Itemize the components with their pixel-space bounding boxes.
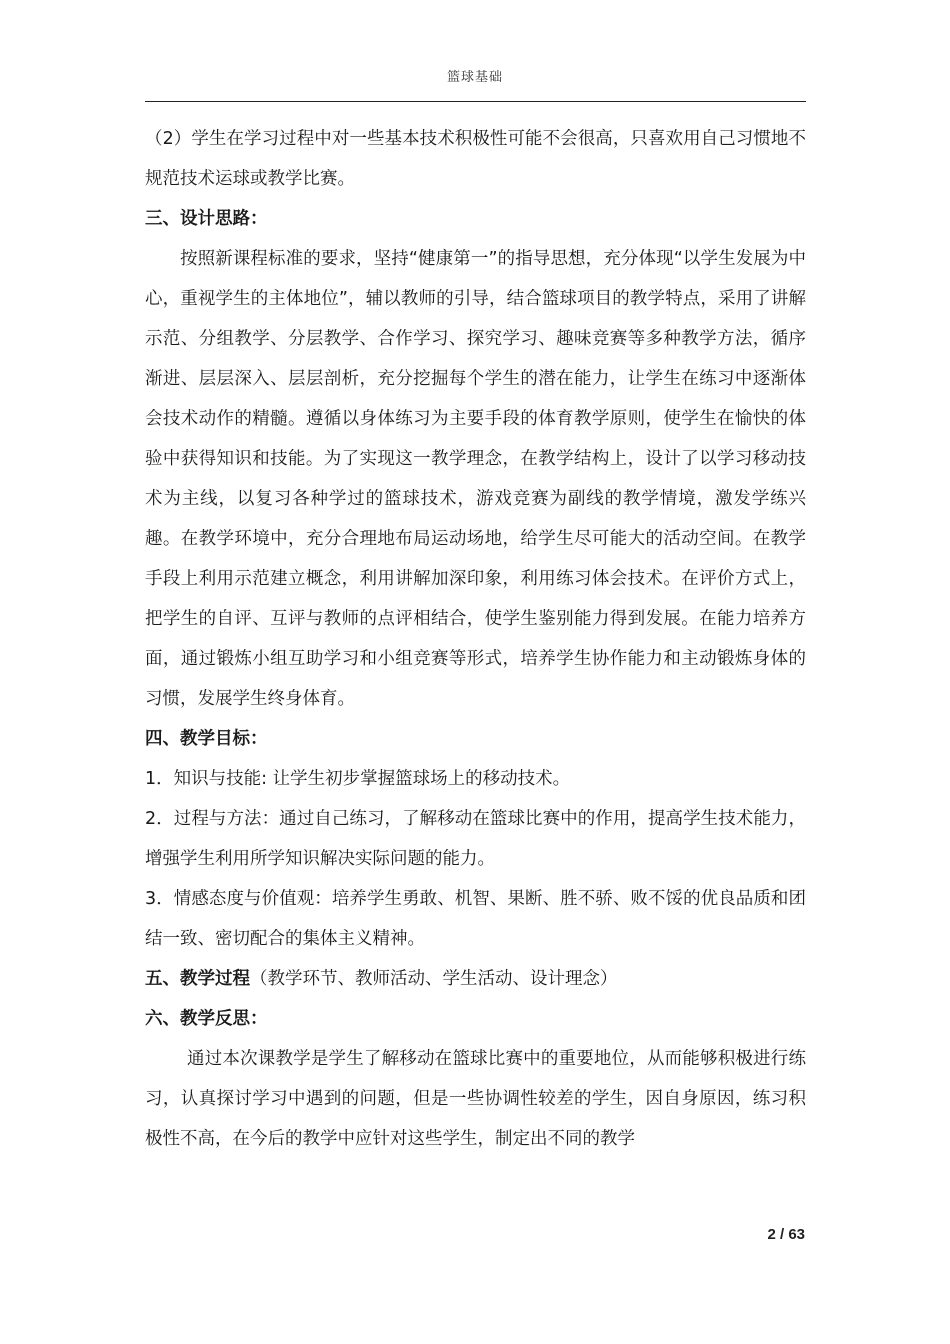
design-paragraph: 按照新课程标准的要求，坚持“健康第一”的指导思想，充分体现“以学生发展为中心，重视学生的主体地位”，辅以教师的引导，结合篮球项目的教学特点，采用了讲解示范、分组教学、分层教学、合作学习、探究学习、趣味竞赛等多种教学方法，循序渐进、层层深入、层层剖析，充分挖掘每个学生的潜在能力，让学生在练习中逐渐体会技术动作的精髓。遵循以身体练习为主要手段的体育教学原则，使学生在愉快的体验中获得知识和技能。为了实现这一教学理念，在教学结构上，设计了以学习移动技术为主线，以复习各种学过的篮球技术，游戏竞赛为副线的教学情境，激发学练兴趣。在教学环境中，充分合理地布局运动场地，给学生尽可能大的活动空间。在教学手段上利用示范建立概念，利用讲解加深印象，利用练习体会技术。在评价方式上，把学生的自评、互评与教师的点评相结合，使学生鉴别能力得到发展。在能力培养方面，通过锻炼小组互助学习和小组竞赛等形式，培养学生协作能力和主动锻炼身体的习惯，发展学生终身体育。 <box>145 249 806 709</box>
goal-knowledge-skills: 1．知识与技能: 让学生初步掌握篮球场上的移动技术。 <box>145 769 571 789</box>
header-divider <box>145 101 806 102</box>
design-heading: 三、设计思路： <box>145 209 268 229</box>
student-note-paragraph: （2）学生在学习过程中对一些基本技术积极性可能不会很高，只喜欢用自己习惯地不规范技术运球或教学比赛。 <box>145 129 806 189</box>
goal-process-methods: 2．过程与方法：通过自己练习，了解移动在篮球比赛中的作用，提高学生技术能力，增强学生利用所学知识解决实际问题的能力。 <box>145 809 806 869</box>
reflection-paragraph: 通过本次课教学是学生了解移动在篮球比赛中的重要地位，从而能够积极进行练习，认真探讨学习中遇到的问题，但是一些协调性较差的学生，因自身原因，练习积极性不高，在今后的教学中应针对这些学生，制定出不同的教学 <box>145 1049 806 1149</box>
goals-heading: 四、教学目标： <box>145 729 268 749</box>
process-heading-label: 五、教学过程 <box>145 969 250 989</box>
running-header-title: 篮球基础 <box>446 70 503 85</box>
page-number: 2 / 63 <box>767 1226 805 1243</box>
reflection-heading: 六、教学反思： <box>145 1009 268 1029</box>
process-heading <box>145 959 806 999</box>
process-heading-note: （教学环节、教师活动、学生活动、设计理念） <box>250 969 618 989</box>
goal-attitude-values: 3．情感态度与价值观：培养学生勇敢、机智、果断、胜不骄、败不馁的优良品质和团结一致、密切配合的集体主义精神。 <box>145 889 806 949</box>
page-body <box>145 119 806 1159</box>
